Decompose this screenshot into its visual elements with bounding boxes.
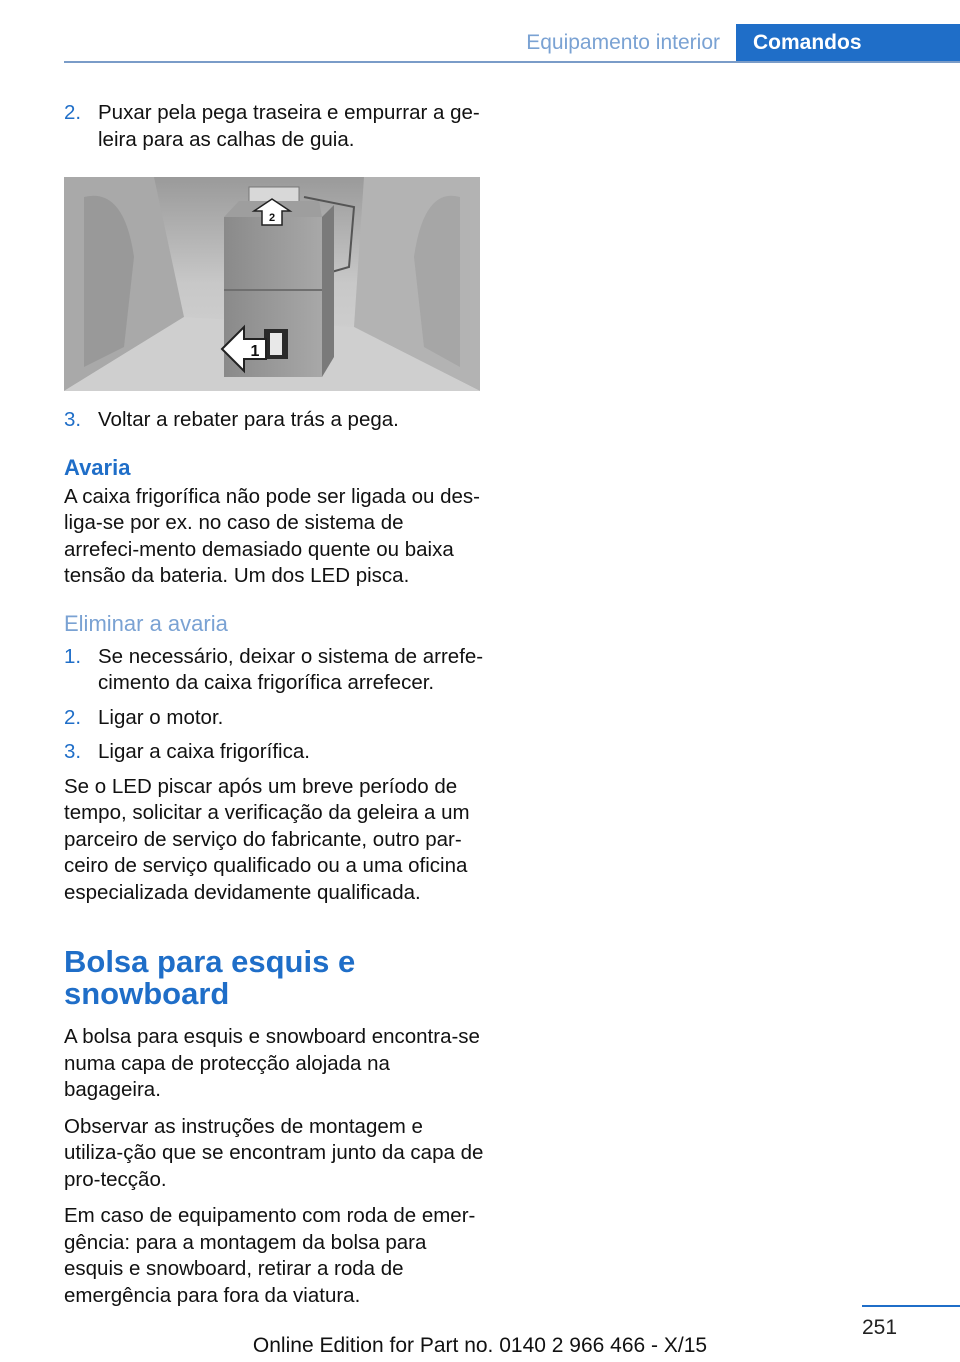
header-section-title: Equipamento interior [526,31,720,54]
step-1 [64,644,484,697]
edition-footer: Online Edition for Part no. 0140 2 966 466 - X/15 [252,1334,708,1357]
eliminar-paragraph: Se o LED piscar após um breve período de tempo, solicitar a verificação da geleira a um parceiro de serviço do fabricante, outro par‐ceiro de serviço qualificado ou a uma oficina especializada devidamente qualificada. [64,774,470,904]
header-rule [64,61,960,63]
arrow-label-2: 2 [268,212,276,224]
avaria-paragraph: A caixa frigorífica não pode ser ligada ou des‐liga-se por ex. no caso de sistema de arrefeci‐mento demasiado quente ou baixa tensão da bateria. Um dos LED pisca. [64,484,480,587]
cooler-illustration-svg [64,177,480,391]
step-number: 2. [64,705,82,729]
step-2 [64,100,484,153]
heading-avaria: Avaria [64,454,131,480]
step-text: Se necessário, deixar o sistema de arrefe‐cimento da caixa frigorífica arrefecer. [98,644,484,694]
step-number: 3. [64,740,82,763]
step-text: Ligar a caixa frigorífica. [98,740,310,763]
step-number: 1. [64,644,82,668]
step-text: Puxar pela pega traseira e empurrar a geleira para as calhas de guia. [98,101,480,151]
footer-rule [862,1305,960,1307]
step-text: Ligar o motor. [98,705,224,729]
step-number: 3. [64,408,82,431]
heading-eliminar-avaria: Eliminar a avaria [64,610,228,636]
step-3 [64,407,484,434]
cooler-illustration [64,177,480,391]
arrow-label-1: 1 [250,343,260,360]
bolsa-paragraph-3: Em caso de equipamento com roda de emer‐gência: para a montagem da bolsa para esquis e snowboard, retirar a roda de emergência para fora da viatura. [64,1204,476,1307]
bolsa-paragraph-2: Observar as instruções de montagem e utiliza‐ção que se encontram junto da capa de pro‐tecção. [64,1114,484,1191]
bolsa-paragraph-1: A bolsa para esquis e snowboard encontra-se numa capa de protecção alojada na bagageira. [64,1025,480,1101]
step-3 [64,739,484,766]
main-column [64,100,484,1319]
heading-bolsa-esquis: Bolsa para esquis e snowboard [64,944,356,1011]
header-chapter-tab: Comandos [736,24,960,62]
step-number: 2. [64,101,82,124]
page-number: 251 [862,1316,898,1339]
step-2 [64,705,484,732]
step-text: Voltar a rebater para trás a pega. [98,408,399,431]
